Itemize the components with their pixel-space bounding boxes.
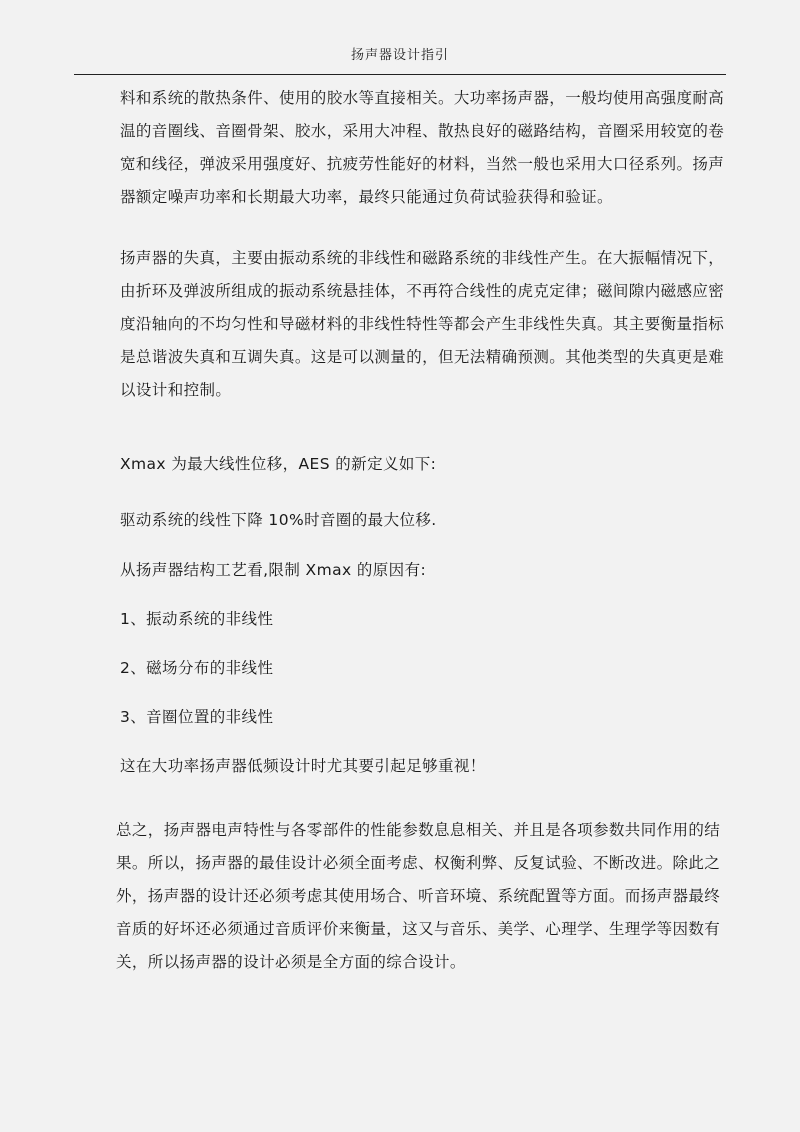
xmax-cause-item: 2、磁场分布的非线性 [120, 659, 274, 677]
xmax-definition-intro: Xmax 为最大线性位移，AES 的新定义如下: [120, 455, 437, 473]
paragraph-summary: 总之，扬声器电声特性与各零部件的性能参数息息相关、并且是各项参数共同作用的结果。所以，扬声器的最佳设计必须全面考虑、权衡利弊、反复试验、不断改进。除此之外，扬声器的设计还必须考虑其使用场合、听音环境、系统配置等方面。而扬声器最终音质的好坏还必须通过音质评价来衡量，这又与音乐、美学、心理学、生理学等因数有关，所以扬声器的设计必须是全方面的综合设计。 [116, 821, 721, 971]
xmax-causes-intro: 从扬声器结构工艺看,限制 Xmax 的原因有: [120, 561, 427, 579]
xmax-cause-item: 3、音圈位置的非线性 [120, 708, 274, 726]
paragraph-heat-dissipation: 料和系统的散热条件、使用的胶水等直接相关。大功率扬声器，一般均使用高强度耐高温的音圈线、音圈骨架、胶水，采用大冲程、散热良好的磁路结构，音圈采用较宽的卷宽和线径，弹波采用强度好、抗疲劳性能好的材料，当然一般也采用大口径系列。扬声器额定噪声功率和长期最大功率，最终只能通过负荷试验获得和验证。 [120, 89, 725, 206]
paragraph-distortion: 扬声器的失真，主要由振动系统的非线性和磁路系统的非线性产生。在大振幅情况下，由折环及弹波所组成的振动系统悬挂体，不再符合线性的虎克定律；磁间隙内磁感应密度沿轴向的不均匀性和导磁材料的非线性特性等都会产生非线性失真。其主要衡量指标是总谐波失真和互调失真。这是可以测量的，但无法精确预测。其他类型的失真更是难以设计和控制。 [120, 249, 725, 399]
header-divider [74, 74, 726, 75]
xmax-definition: 驱动系统的线性下降 10%时音圈的最大位移. [120, 511, 437, 529]
xmax-note: 这在大功率扬声器低频设计时尤其要引起足够重视！ [120, 757, 486, 775]
xmax-cause-item: 1、振动系统的非线性 [120, 610, 274, 628]
page-header-title: 扬声器设计指引 [350, 48, 449, 63]
